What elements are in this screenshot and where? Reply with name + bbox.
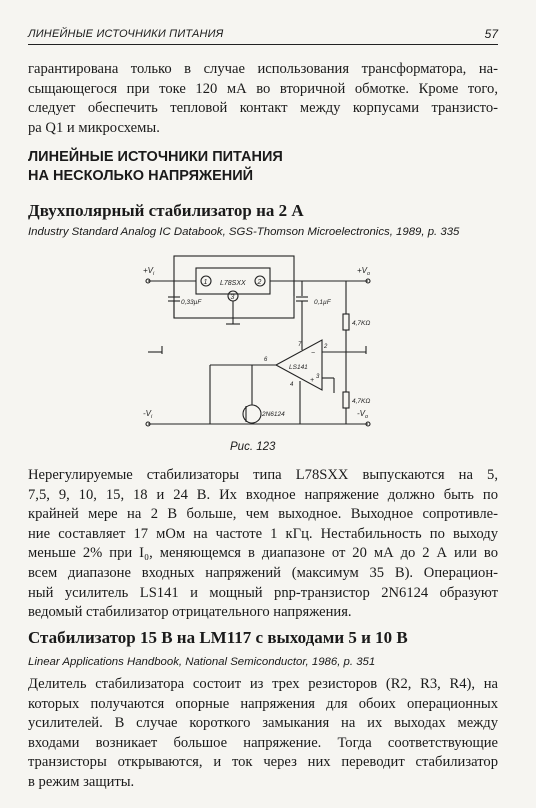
text-line: которых получаются опорные напряжения для обоих операционных <box>28 695 498 712</box>
resistor <box>343 314 349 330</box>
text-line: ный усилитель LS141 и мощный pnp-транзистор 2N6124 образуют <box>28 584 498 601</box>
text-line: транзисторы открываются, и ток через них переводит стабилизатор <box>28 754 498 771</box>
text-line: усилителей. В случае короткого замыкания на их выходах между <box>28 715 498 732</box>
text-line: в режим защиты. <box>28 773 135 790</box>
vout-neg-label: $-V_o$ <box>357 409 369 420</box>
text-line: следует обеспечить тепловой контакт между корпусами транзисто- <box>28 100 498 117</box>
vin-neg-label: $-V_i$ <box>143 409 153 420</box>
header-title: ЛИНЕЙНЫЕ ИСТОЧНИКИ ПИТАНИЯ <box>28 28 224 40</box>
opamp-pin: − <box>311 350 316 357</box>
figure-caption: Рис. 123 <box>230 441 276 453</box>
opamp-pin: 3 <box>316 374 320 380</box>
text-line: крайней мере на 2 В больше, чем выходное. Выходное сопротивле- <box>28 506 498 523</box>
article2-body <box>28 675 498 793</box>
section-heading-line: НА НЕСКОЛЬКО НАПРЯЖЕНИЙ <box>28 168 254 184</box>
schematic-figure <box>140 248 380 438</box>
text-line: всем диапазоне входных напряжений (максимум 35 В). Операцион- <box>28 564 498 581</box>
pin-label: 3 <box>230 294 235 301</box>
page-number: 57 <box>484 27 498 41</box>
text-line: ние составляет 17 мОм на частоте 1 кГц. Нестабильность по выходу <box>28 525 498 542</box>
text-line: Делитель стабилизатора состоит из трех резисторов (R2, R3, R4), на <box>28 676 498 692</box>
pin-label: 2 <box>257 279 262 286</box>
text-line: гарантирована только в случае использования трансформатора, на- <box>28 61 498 77</box>
text-line: сыщающегося при токе 120 мА во вторичной обмотке. Кроме того, <box>28 80 498 97</box>
opamp-pin: 2 <box>324 344 328 350</box>
article1-title: Двухполярный стабилизатор на 2 А <box>28 201 304 220</box>
article1-body <box>28 466 498 623</box>
cap-label: 0,33µF <box>181 299 202 306</box>
running-header <box>28 26 498 45</box>
resistor-label: 4,7KΩ <box>352 398 371 405</box>
cap-label: 0,1µF <box>314 299 331 306</box>
opamp-pin: 7 <box>298 342 302 348</box>
pin-label: 1 <box>203 279 208 286</box>
intro-paragraph <box>28 60 498 138</box>
resistor-label: 4,7KΩ <box>352 320 371 327</box>
text-line: 7,5, 9, 10, 15, 18 и 24 В. Их входное напряжение должно быть по <box>28 486 498 503</box>
resistor <box>343 392 349 408</box>
transistor-label: 2N6124 <box>262 411 285 418</box>
opamp-pin: + <box>310 377 315 384</box>
opamp-label: LS141 <box>289 364 308 371</box>
text-line: Нерегулируемые стабилизаторы типа L78SXX выпускаются на 5, <box>28 467 498 483</box>
article1-source: Industry Standard Analog IC Databook, SGS-Thomson Microelectronics, 1989, p. 335 <box>28 226 460 238</box>
text-line: ра Q1 и микросхемы. <box>28 119 160 136</box>
section-heading-line: ЛИНЕЙНЫЕ ИСТОЧНИКИ ПИТАНИЯ <box>28 149 283 165</box>
section-heading <box>28 148 498 186</box>
regulator-frame <box>174 256 294 318</box>
text-line: ведомый стабилизатор отрицательного напряжения. <box>28 604 352 621</box>
regulator-label: L78SXX <box>220 280 246 287</box>
text-line: входами возникает большое напряжение. Тогда соответствующие <box>28 734 498 751</box>
opamp-pin: 4 <box>290 382 294 388</box>
vin-pos-label: $+V_i$ <box>143 266 155 277</box>
article2-source: Linear Applications Handbook, National Semiconductor, 1986, p. 351 <box>28 656 376 668</box>
text-line: меньше 2% при I₀, меняющемся в диапазоне от 20 мА до 2 А или во <box>28 545 498 562</box>
vout-pos-label: $+V_o$ <box>357 266 371 277</box>
opamp-pin: 6 <box>264 357 268 363</box>
article2-title: Стабилизатор 15 В на LM117 с выходами 5 и 10 В <box>28 628 408 647</box>
